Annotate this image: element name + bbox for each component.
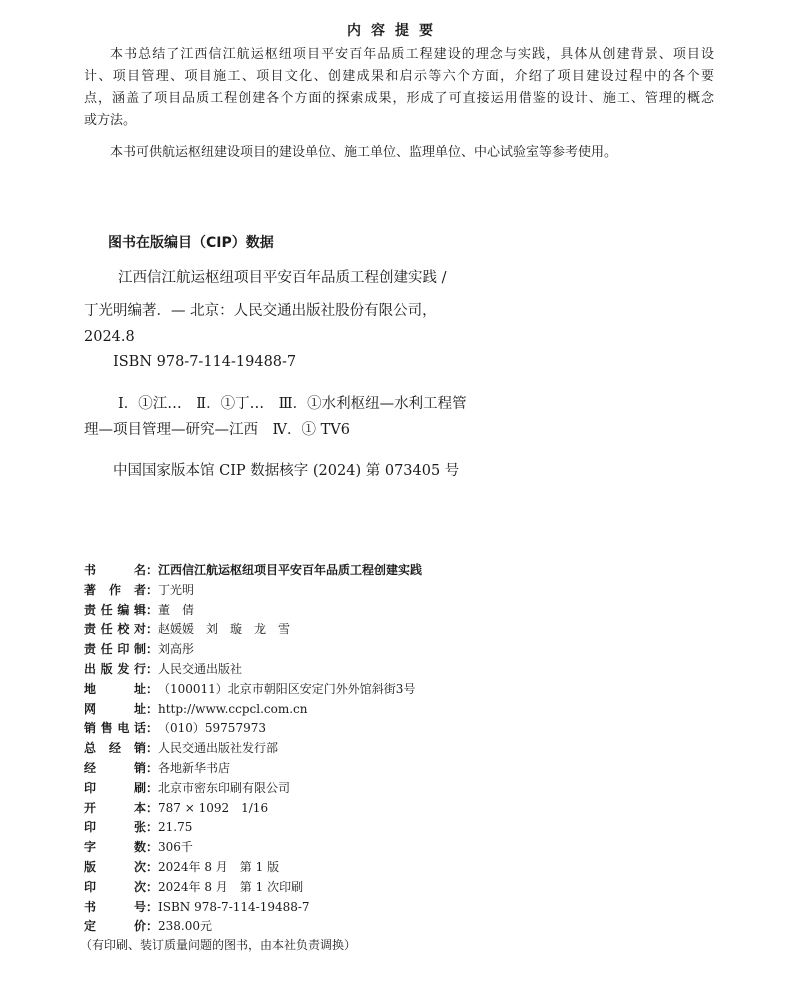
summary-paragraph-1 — [84, 44, 714, 132]
colophon-colon: ： — [146, 761, 159, 775]
colophon-label: 总经销 — [84, 741, 146, 756]
colophon-colon: ： — [146, 741, 159, 756]
colophon-row — [84, 877, 303, 897]
colophon-label: 印张 — [84, 820, 146, 835]
colophon-value: 人民交通出版社 — [158, 662, 243, 676]
colophon-value: 2024年 8 月 第 1 次印刷 — [158, 879, 304, 894]
colophon-colon: ： — [146, 800, 159, 815]
colophon-row — [84, 639, 194, 659]
colophon-colon: ： — [146, 582, 159, 597]
colophon-colon: ： — [146, 622, 159, 637]
colophon-value: 306千 — [158, 840, 193, 855]
colophon-row — [84, 718, 266, 738]
colophon-colon: ： — [146, 602, 159, 617]
colophon-colon: ： — [146, 899, 159, 914]
colophon-label: 网址 — [84, 701, 146, 716]
colophon-label: 版次 — [84, 860, 146, 874]
colophon-row — [84, 837, 193, 857]
colophon-value: 江西信江航运枢纽项目平安百年品质工程创建实践 — [158, 563, 423, 577]
colophon-label: 书名 — [84, 563, 146, 577]
quality-notice: （有印刷、装订质量问题的图书，由本社负责调换） — [80, 938, 357, 952]
colophon-row — [84, 600, 194, 620]
colophon-value: 丁光明 — [158, 582, 195, 597]
colophon-row — [84, 659, 242, 679]
colophon-label: 经销 — [84, 761, 146, 775]
cip-line-date: 2024.8 — [84, 329, 135, 345]
colophon-value: （100011）北京市朝阳区安定门外外馆斜街3号 — [158, 681, 416, 696]
colophon-row — [84, 619, 290, 639]
colophon-row — [84, 817, 192, 837]
colophon-value: （010）59757973 — [158, 721, 266, 736]
colophon-value: http://www.ccpcl.com.cn — [158, 701, 308, 716]
colophon-row — [84, 897, 310, 917]
colophon-label: 责任编辑 — [84, 602, 146, 617]
colophon-colon: ： — [146, 879, 159, 894]
summary-line: 本书可供航运枢纽建设项目的建设单位、施工单位、监理单位、中心试验室等参考使用。 — [110, 145, 618, 160]
summary-line: 或方法。 — [84, 113, 137, 128]
colophon-label: 定价 — [84, 919, 146, 934]
colophon-label: 书号 — [84, 899, 146, 914]
colophon-row — [84, 580, 194, 600]
summary-paragraph-2 — [84, 142, 714, 164]
colophon-row — [84, 758, 230, 778]
colophon-label: 出版发行 — [84, 662, 146, 676]
colophon-colon: ： — [146, 780, 159, 795]
colophon-label: 印刷 — [84, 780, 146, 795]
colophon-value: 人民交通出版社发行部 — [158, 741, 279, 756]
colophon-value: 董 倩 — [158, 602, 195, 617]
colophon-value: 北京市密东印刷有限公司 — [158, 780, 291, 795]
cip-line-isbn: ISBN 978-7-114-19488-7 — [113, 354, 297, 370]
colophon-row — [84, 857, 279, 877]
colophon-value: 238.00元 — [158, 919, 212, 934]
colophon-value: 787 × 1092 1/16 — [158, 800, 269, 815]
colophon-value: 2024年 8 月 第 1 版 — [158, 860, 280, 874]
colophon-value: ISBN 978-7-114-19488-7 — [158, 899, 310, 914]
colophon-colon: ： — [146, 563, 159, 577]
colophon-label: 印次 — [84, 879, 146, 894]
colophon-label: 开本 — [84, 800, 146, 815]
colophon-label: 责任校对 — [84, 622, 146, 637]
colophon-label: 地址 — [84, 681, 146, 696]
summary-line: 点，涵盖了项目品质工程创建各个方面的探索成果，形成了可直接运用借鉴的设计、施工、管理的概念 — [84, 91, 714, 106]
summary-title: 内容提要 — [347, 23, 443, 39]
colophon-label: 字数 — [84, 840, 146, 855]
colophon-row — [84, 778, 290, 798]
colophon-label: 著作者 — [84, 582, 146, 597]
summary-line: 本书总结了江西信江航运枢纽项目平安百年品质工程建设的理念与实践，具体从创建背景、项目设 — [110, 47, 714, 62]
colophon-row — [84, 738, 278, 758]
cip-line-classification-cont: 理—项目管理—研究—江西 Ⅳ．① TV6 — [84, 422, 350, 438]
colophon-colon: ： — [146, 701, 159, 716]
colophon-colon: ： — [146, 642, 159, 657]
colophon-colon: ： — [146, 919, 159, 934]
colophon-row — [84, 798, 268, 818]
colophon-label: 责任印制 — [84, 642, 146, 657]
colophon-row — [84, 699, 307, 719]
colophon-row — [84, 916, 212, 936]
colophon-label: 销售电话 — [84, 721, 146, 736]
colophon-colon: ： — [146, 721, 159, 736]
cip-line-author: 丁光明编著．— 北京：人民交通出版社股份有限公司， — [84, 303, 437, 319]
cip-line-classification: Ⅰ．①江… Ⅱ．①丁… Ⅲ．①水利枢纽—水利工程管 — [118, 396, 467, 412]
colophon-colon: ： — [146, 840, 159, 855]
cip-heading: 图书在版编目（CIP）数据 — [108, 235, 274, 251]
colophon-row — [84, 560, 422, 580]
colophon-value: 各地新华书店 — [158, 761, 231, 775]
colophon-colon: ： — [146, 860, 159, 874]
colophon-value: 赵媛媛 刘 璇 龙 雪 — [158, 622, 291, 637]
colophon-row — [84, 679, 415, 699]
cip-line-record-number: 中国国家版本馆 CIP 数据核字 (2024) 第 073405 号 — [113, 463, 460, 479]
cip-line-title: 江西信江航运枢纽项目平安百年品质工程创建实践 / — [118, 270, 447, 286]
colophon-value: 刘高彤 — [158, 642, 195, 657]
colophon-colon: ： — [146, 681, 159, 696]
colophon-value: 21.75 — [158, 820, 193, 835]
colophon-colon: ： — [146, 820, 159, 835]
summary-line: 计、项目管理、项目施工、项目文化、创建成果和启示等六个方面，介绍了项目建设过程中的各个要 — [84, 69, 714, 84]
colophon-colon: ： — [146, 662, 159, 676]
